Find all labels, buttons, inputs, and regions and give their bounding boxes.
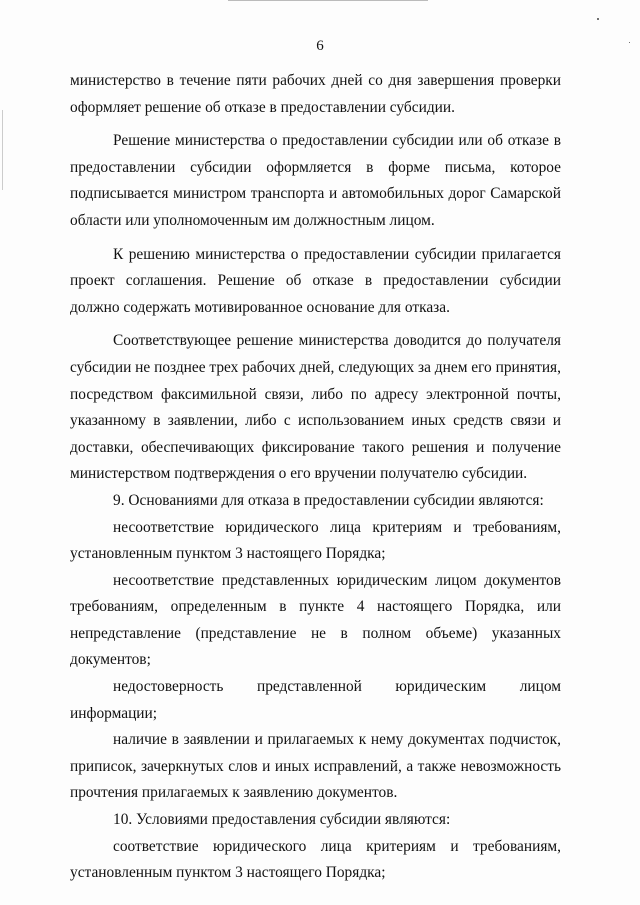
- list-item: недостоверность представленной юридическим лицом информации;: [70, 678, 561, 722]
- list-item: наличие в заявлении и прилагаемых к нему документах подчисток, приписок, зачеркнутых слов и иных исправлений, а также невозможность прочтения прилагаемых к заявлению документов.: [70, 731, 561, 802]
- paragraph: министерство в течение пяти рабочих дней со дня завершения проверки оформляет решение об отказе в предоставлении субсидии.: [70, 72, 561, 116]
- list-item: несоответствие представленных юридическим лицом документов требованиям, определенным в пункте 4 настоящего Порядка, или непредставление (представление не в полном объеме) указанных документов;: [70, 571, 561, 669]
- scan-edge-line: [228, 0, 428, 1]
- list-item: несоответствие юридического лица критериям и требованиям, установленным пунктом 3 настоящего Порядка;: [70, 518, 561, 563]
- scan-edge-mark: [2, 110, 3, 190]
- scan-speck: [597, 18, 599, 20]
- paragraph: Соответствующее решение министерства доводится до получателя субсидии не позднее трех рабочих дней, следующих за днем его принятия, посредством факсимильной связи, либо по адресу электронной почты, указанному в заявлении, либо с использованием иных средств связи и доставки, обеспечивающих фиксирование такого решения и получение министерством подтверждения о его вручении получателю субсидии.: [70, 332, 561, 483]
- list-item: соответствие юридического лица критериям и требованиям, установленным пунктом 3 настоящего Порядка;: [70, 837, 561, 882]
- section-heading: 9. Основаниями для отказа в предоставлении субсидии являются:: [113, 491, 544, 509]
- document-body: [70, 68, 561, 887]
- page-number: 6: [316, 38, 324, 54]
- paragraph: Решение министерства о предоставлении субсидии или об отказе в предоставлении субсидии оформляется в форме письма, которое подписывается министром транспорта и автомобильных дорог Самарской области или уполномоченным им должностным лицом.: [70, 132, 561, 229]
- section-heading: 10. Условиями предоставления субсидии являются:: [113, 811, 451, 829]
- paragraph: К решению министерства о предоставлении субсидии прилагается проект соглашения. Решение об отказе в предоставлении субсидии должно содержать мотивированное основание для отказа.: [70, 245, 561, 316]
